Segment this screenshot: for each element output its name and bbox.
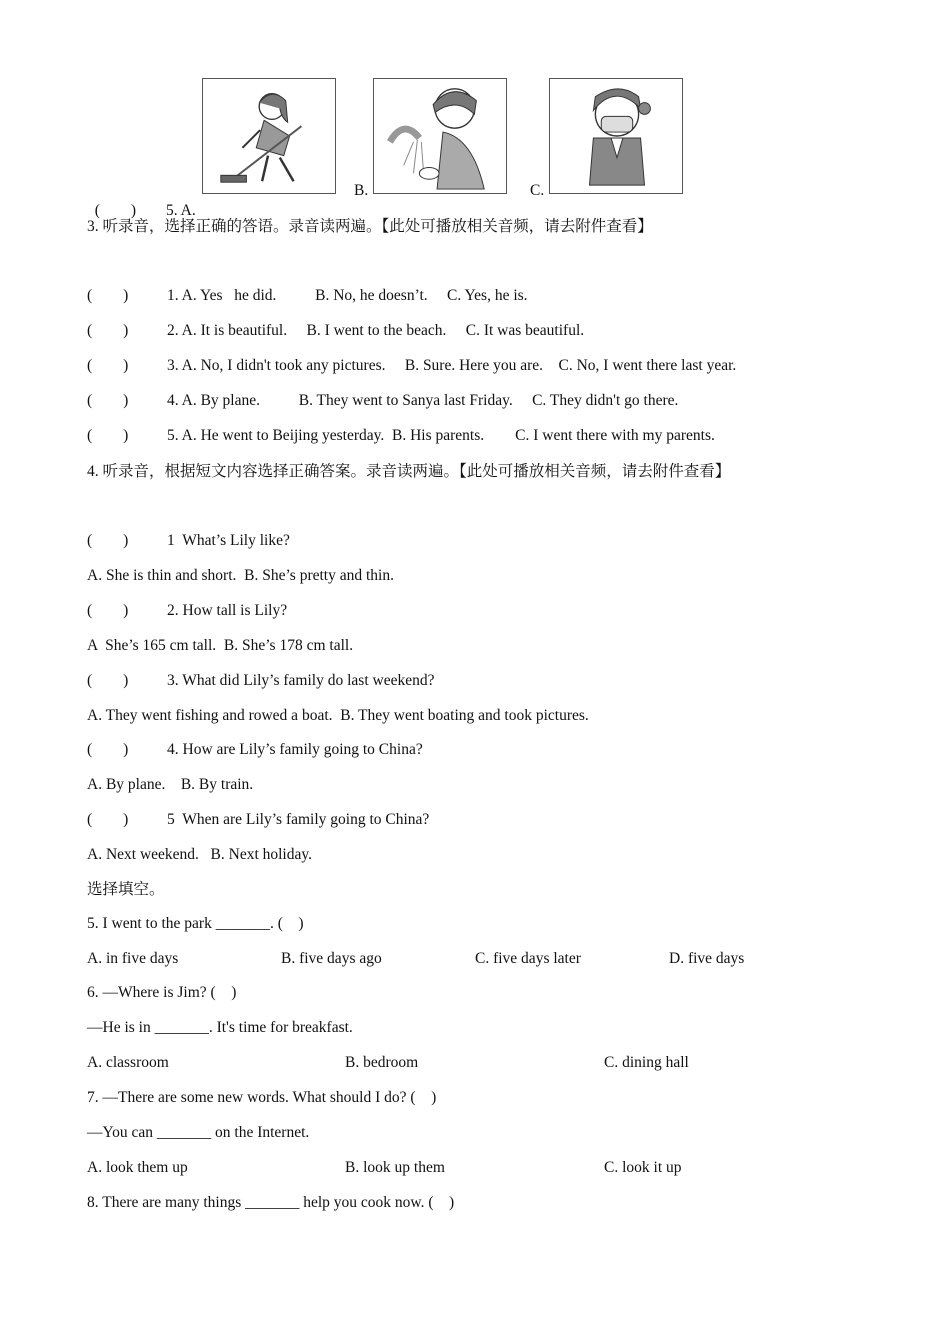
answer-paren: ( ): [87, 672, 129, 689]
q7-stem: 7. —There are some new words. What should I do? ( ): [87, 1089, 437, 1106]
answer-paren: ( ): [94, 202, 137, 219]
answer-paren: ( ): [87, 811, 129, 828]
q6-option-b: B. bedroom: [345, 1054, 419, 1071]
q5-option-d: D. five days: [669, 950, 745, 967]
section4-answers-4: A. By plane. B. By train.: [87, 776, 254, 793]
question-text: 3. What did Lily’s family do last weekend?: [167, 672, 435, 689]
q8-stem: 8. There are many things _______ help you cook now. ( ): [87, 1194, 455, 1211]
answer-paren: ( ): [87, 392, 129, 409]
q5-stem: 5. I went to the park _______. ( ): [87, 915, 304, 932]
answer-paren: ( ): [87, 741, 129, 758]
answer-paren: ( ): [87, 602, 129, 619]
q6-stem: 6. —Where is Jim? ( ): [87, 984, 237, 1001]
item-text: 2. A. It is beautiful. B. I went to the beach. C. It was beautiful.: [167, 322, 585, 339]
section3-item-4: [87, 391, 678, 411]
section4-question-5: [87, 810, 429, 830]
q5-option-b: B. five days ago: [281, 950, 382, 967]
section4-heading: 4. 听录音，根据短文内容选择正确答案。录音读两遍。【此处可播放相关音频，请去附件查看】: [87, 463, 731, 480]
q5-option-a: A. in five days: [87, 950, 179, 967]
q5-option-c: C. five days later: [475, 950, 581, 967]
section5-heading: 选择填空。: [87, 881, 165, 898]
section4-answers-1: A. She is thin and short. B. She’s pretty and thin.: [87, 567, 394, 584]
section3-item-1: [87, 286, 528, 306]
girl-mopping-floor-icon: [202, 78, 336, 194]
q7-option-b: B. look up them: [345, 1159, 445, 1176]
question-text: 4. How are Lily’s family going to China?: [167, 741, 423, 758]
answer-paren: ( ): [87, 532, 129, 549]
q6-option-c: C. dining hall: [604, 1054, 689, 1071]
section4-answers-3: A. They went fishing and rowed a boat. B. They went boating and took pictures.: [87, 707, 589, 724]
q7-stem2: —You can _______ on the Internet.: [87, 1124, 310, 1141]
girl-washing-hands-icon: [373, 78, 507, 194]
section4-question-4: [87, 740, 423, 760]
q7-option-a: A. look them up: [87, 1159, 188, 1176]
q2-item5-label: 5. A.: [166, 202, 196, 219]
section3-item-5: [87, 426, 715, 446]
item-text: 4. A. By plane. B. They went to Sanya last Friday. C. They didn't go there.: [167, 392, 679, 409]
answer-paren: ( ): [87, 427, 129, 444]
q7-option-c: C. look it up: [604, 1159, 682, 1176]
section3-item-3: [87, 356, 736, 376]
section4-question-2: [87, 601, 287, 621]
option-c-label: C.: [530, 182, 545, 199]
girl-wearing-mask-icon: [549, 78, 683, 194]
section3-item-2: [87, 321, 584, 341]
answer-paren: ( ): [87, 287, 129, 304]
section4-answers-5: A. Next weekend. B. Next holiday.: [87, 846, 312, 863]
option-b-label: B.: [354, 182, 369, 199]
section3-heading: 3. 听录音，选择正确的答语。录音读两遍。【此处可播放相关音频，请去附件查看】: [87, 218, 653, 235]
item-text: 3. A. No, I didn't took any pictures. B. Sure. Here you are. C. No, I went there last year.: [167, 357, 737, 374]
item-text: 5. A. He went to Beijing yesterday. B. His parents. C. I went there with my parents.: [167, 427, 715, 444]
question-text: 1 What’s Lily like?: [167, 532, 290, 549]
q6-stem2: —He is in _______. It's time for breakfast.: [87, 1019, 353, 1036]
section4-answers-2: A She’s 165 cm tall. B. She’s 178 cm tall.: [87, 637, 354, 654]
answer-paren: ( ): [87, 322, 129, 339]
answer-paren: ( ): [87, 357, 129, 374]
question-text: 2. How tall is Lily?: [167, 602, 288, 619]
question-text: 5 When are Lily’s family going to China?: [167, 811, 430, 828]
item-text: 1. A. Yes he did. B. No, he doesn’t. C. Yes, he is.: [167, 287, 528, 304]
section4-question-3: [87, 671, 434, 691]
section4-question-1: [87, 531, 290, 551]
q2-item5-row: [87, 181, 196, 221]
q6-option-a: A. classroom: [87, 1054, 169, 1071]
